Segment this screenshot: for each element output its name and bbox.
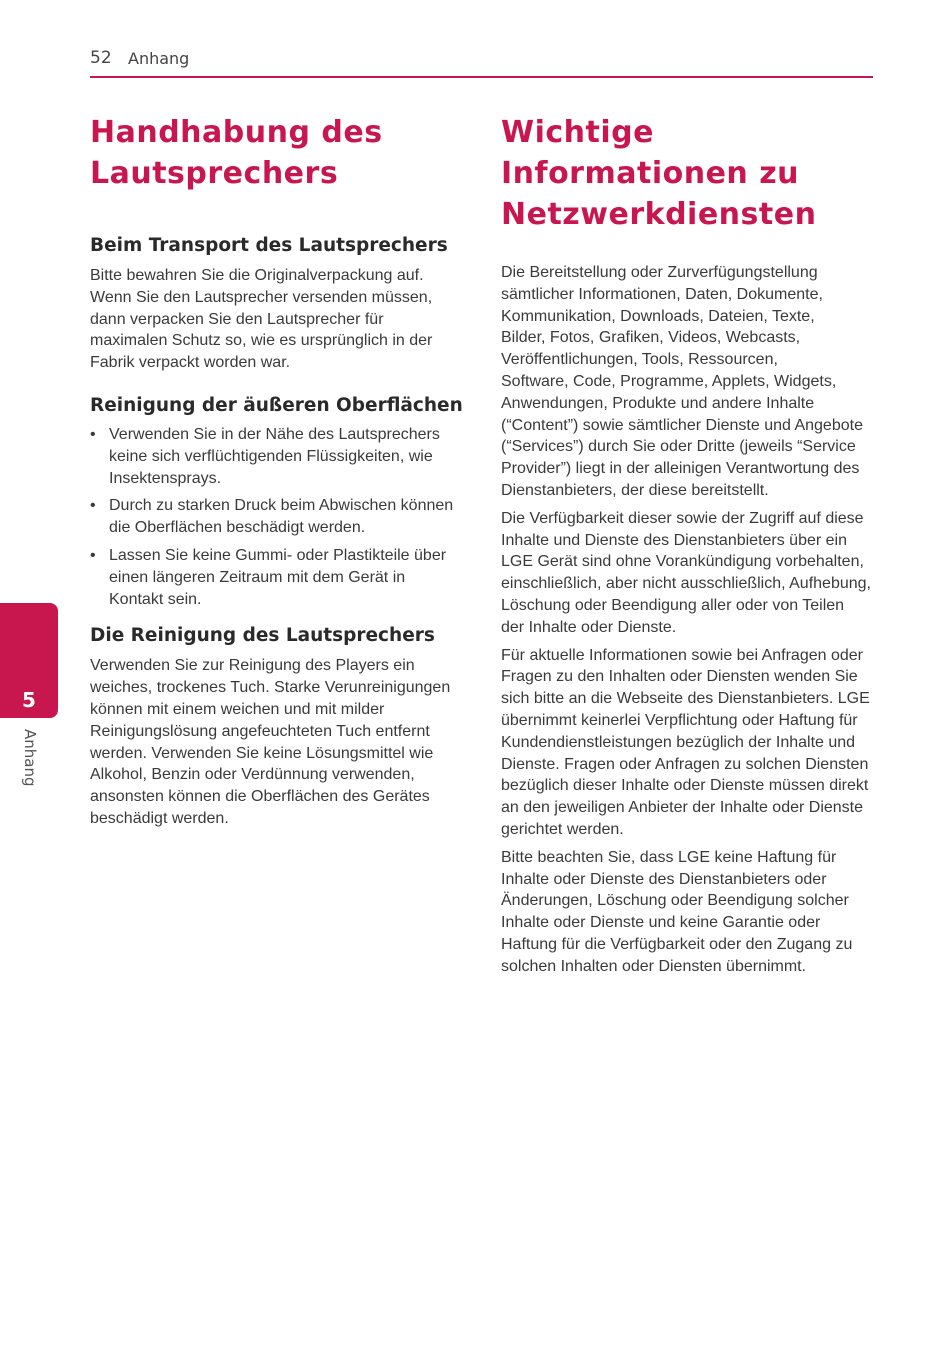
left-column bbox=[90, 112, 470, 830]
speaker-cleaning-paragraph: Verwenden Sie zur Reinigung des Players ein weiches, trockenes Tuch. Starke Verunreinigungen können mit einem weichen und mit milder Reinigungslösung angefeuchteten Tuch entfernt werden. Verwenden Sie keine Lösungsmittel wie Alkohol, Benzin oder Verdünnung verwenden, ansonsten können die Oberflächen des Gerätes beschädigt werden. bbox=[90, 657, 451, 827]
surface-cleaning-heading: Reinigung der äußeren Oberflächen bbox=[90, 394, 463, 416]
list-item: • Lassen Sie keine Gummi- oder Plastikteile über einen längeren Zeitraum mit dem Gerät in Kontakt sein. bbox=[90, 546, 447, 608]
chapter-label: Anhang bbox=[21, 729, 39, 787]
network-paragraph-4: Bitte beachten Sie, dass LGE keine Haftung für Inhalte oder Dienste des Dienstanbieters oder Änderungen, Löschung oder Beendigung solcher Inhalte oder Dienste und keine Garantie oder Haftung für die Verfügbarkeit oder den Zugang zu solchen Inhalten oder Diensten übernimmt. bbox=[501, 848, 853, 975]
left-title: Handhabung des Lautsprechers bbox=[90, 115, 383, 191]
network-paragraph-1: Die Bereitstellung oder Zurverfügungstellung sämtlicher Informationen, Daten, Dokumente, Kommunikation, Downloads, Dateien, Texte, Bilder, Fotos, Grafiken, Videos, Webcasts, Veröffentlichungen, Tools, Ressourcen, Software, Code, Programme, Applets, Widgets, Anwendungen, Produkte und andere Inhalte (“Content”) sowie sämtlicher Dienste und Angebote (“Services”) durch Sie oder Dritte (jeweils “Service Provider”) liegt in der alleinigen Verantwortung des Dienstanbieters, der diese bereitstellt. bbox=[501, 264, 863, 499]
list-item: • Verwenden Sie in der Nähe des Lautsprechers keine sich verflüchtigenden Flüssigkeiten, wie Insektensprays. bbox=[90, 425, 440, 487]
network-paragraph-2: Die Verfügbarkeit dieser sowie der Zugriff auf diese Inhalte und Dienste des Dienstanbieters über ein LGE Gerät sind ohne Vorankündigung vorbehalten, einschließlich, aber nicht ausschließlich, Aufhebung, Löschung oder Beendigung aller oder von Teilen der Inhalte oder Dienste. bbox=[501, 509, 871, 636]
page-number: 52 bbox=[90, 48, 112, 68]
right-title: Wichtige Informationen zu Netzwerkdiensten bbox=[501, 115, 817, 232]
header-section-title: Anhang bbox=[128, 49, 190, 68]
speaker-cleaning-heading: Die Reinigung des Lautsprechers bbox=[90, 625, 435, 647]
list-item: • Durch zu starken Druck beim Abwischen können die Oberflächen beschädigt werden. bbox=[90, 497, 454, 537]
bullet-icon: • bbox=[90, 497, 96, 515]
chapter-tab bbox=[0, 603, 58, 718]
right-column bbox=[501, 112, 881, 978]
bullet-icon: • bbox=[90, 546, 96, 564]
bullet-icon: • bbox=[90, 425, 96, 443]
transport-heading: Beim Transport des Lautsprechers bbox=[90, 235, 448, 256]
surface-cleaning-list bbox=[90, 424, 470, 610]
network-paragraph-3: Für aktuelle Informationen sowie bei Anfragen oder Fragen zu den Inhalten oder Diensten wenden Sie sich bitte an die Webseite des Dienstanbieters. LGE übernimmt keinerlei Verpflichtung oder Haftung für Kundendienstleistungen bezüglich der Inhalte und Dienste. Fragen oder Anfragen zu solchen Diensten bezüglich dieser Inhalte oder Dienste müssen direkt an den jeweiligen Anbieter der Inhalte oder Dienste gerichtet werden. bbox=[501, 646, 870, 838]
transport-paragraph: Bitte bewahren Sie die Originalverpackung auf. Wenn Sie den Lautsprecher versenden müssen, dann verpacken Sie den Lautsprecher für maximalen Schutz so, wie es ursprünglich in der Fabrik verpackt worden war. bbox=[90, 267, 433, 372]
page-header bbox=[90, 48, 873, 78]
chapter-number: 5 bbox=[22, 688, 36, 712]
